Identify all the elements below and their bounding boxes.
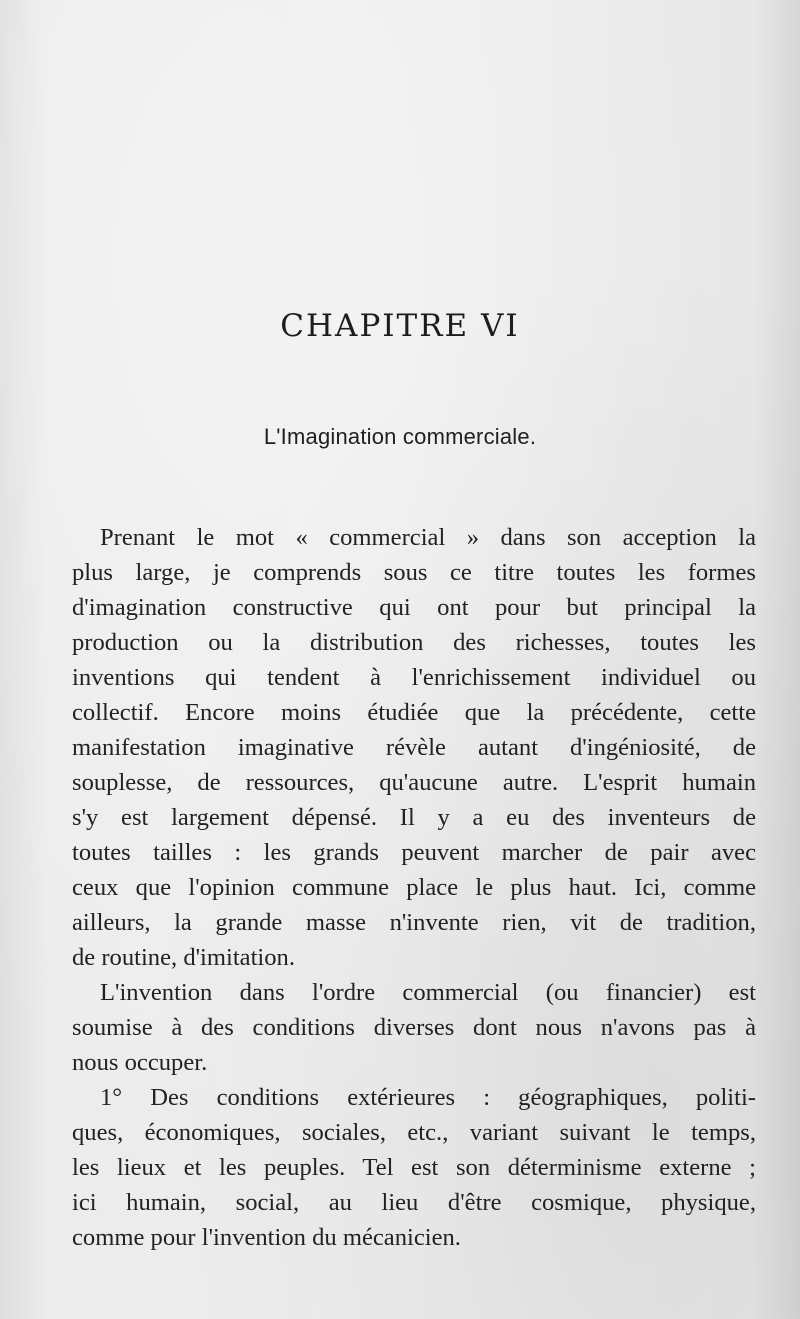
text-line: plus large, je comprends sous ce titre toutes les formes	[72, 559, 756, 586]
paragraph-3	[72, 1080, 756, 1255]
text-line: L'invention dans l'ordre commercial (ou financier) est	[100, 979, 756, 1006]
paragraph-2	[72, 975, 756, 1080]
text-line: manifestation imaginative révèle autant d'ingéniosité, de	[72, 734, 756, 761]
text-line: nous occuper.	[72, 1049, 208, 1076]
paragraph-1	[72, 520, 756, 975]
text-line: s'y est largement dépensé. Il y a eu des inventeurs de	[72, 804, 756, 831]
text-line: de routine, d'imitation.	[72, 944, 296, 971]
text-line: soumise à des conditions diverses dont nous n'avons pas à	[72, 1014, 756, 1041]
text-line: Prenant le mot « commercial » dans son acception la	[100, 524, 756, 551]
text-line: collectif. Encore moins étudiée que la précédente, cette	[72, 699, 756, 726]
chapter-body	[72, 520, 756, 1255]
text-line: 1° Des conditions extérieures : géographiques, politi-	[100, 1084, 756, 1111]
text-line: inventions qui tendent à l'enrichissement individuel ou	[72, 664, 756, 691]
text-line: les lieux et les peuples. Tel est son déterminisme externe ;	[72, 1154, 756, 1181]
text-line: ici humain, social, au lieu d'être cosmique, physique,	[72, 1189, 756, 1216]
text-line: production ou la distribution des richesses, toutes les	[72, 629, 756, 656]
text-line: ceux que l'opinion commune place le plus haut. Ici, comme	[72, 874, 756, 901]
text-line: ailleurs, la grande masse n'invente rien, vit de tradition,	[72, 909, 756, 936]
text-line: ques, économiques, sociales, etc., variant suivant le temps,	[72, 1119, 756, 1146]
text-line: toutes tailles : les grands peuvent marcher de pair avec	[72, 839, 756, 866]
text-line: comme pour l'invention du mécanicien.	[72, 1224, 461, 1251]
text-line: d'imagination constructive qui ont pour but principal la	[72, 594, 756, 621]
text-line: souplesse, de ressources, qu'aucune autre. L'esprit humain	[72, 769, 756, 796]
chapter-heading: CHAPITRE VI	[280, 308, 520, 344]
chapter-title: L'Imagination commerciale.	[263, 424, 537, 449]
